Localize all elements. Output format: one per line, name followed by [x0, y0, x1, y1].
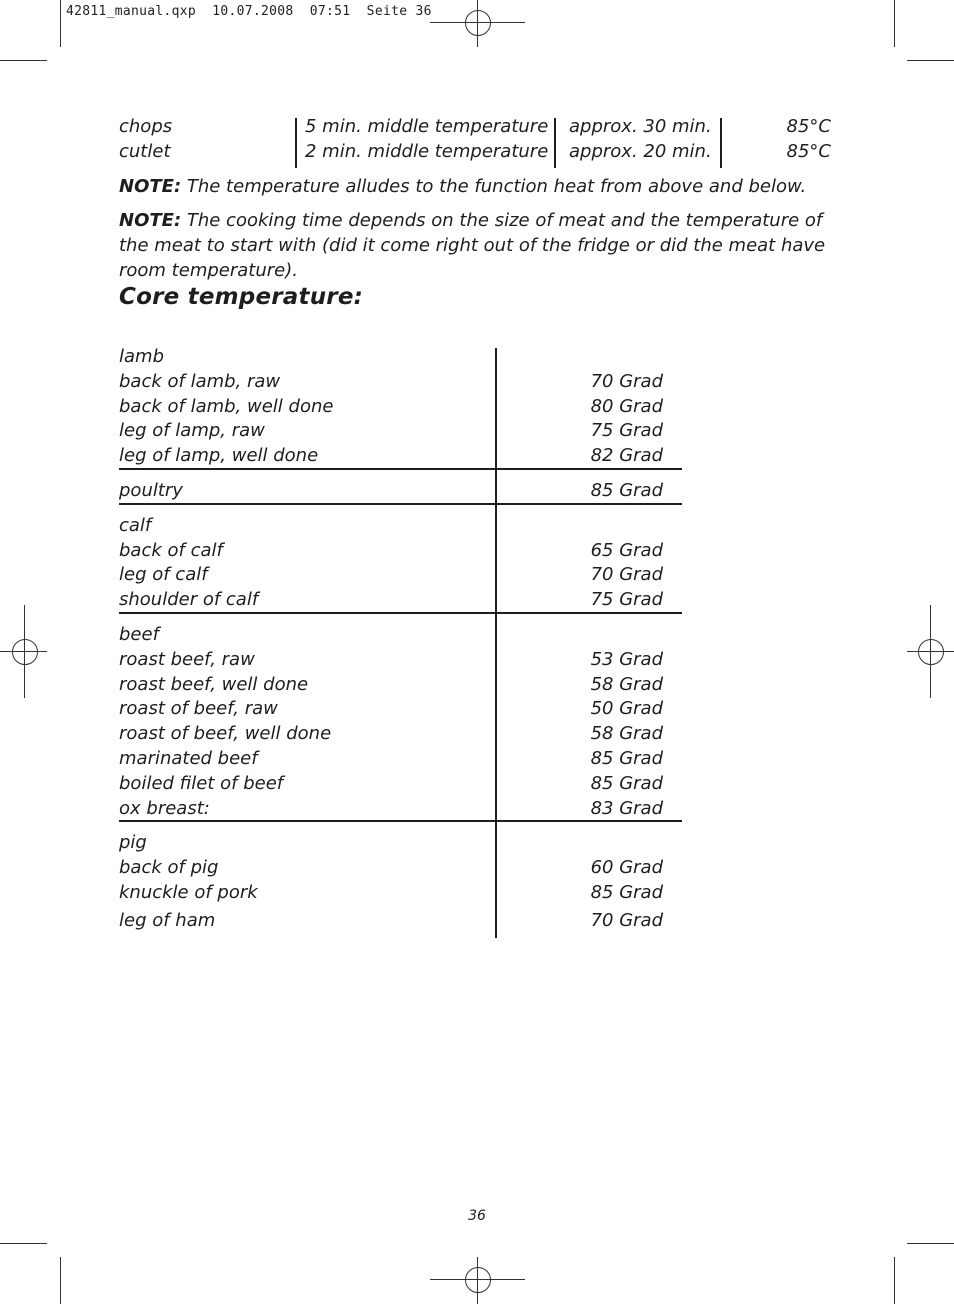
note-text: The cooking time depends on the size of meat and the temperature of the meat to start with (did it come right out of the fridge or did the meat have room temperature).: [119, 210, 826, 281]
registration-mark-icon: [918, 639, 944, 665]
table-row: poultry 85 Grad: [119, 479, 663, 501]
note-label: NOTE:: [119, 210, 182, 231]
table-row: back of pig 60 Grad: [119, 857, 663, 879]
registration-line: [477, 0, 478, 47]
group-divider: [119, 468, 682, 470]
table-row: leg of ham 70 Grad: [119, 909, 663, 931]
column-divider: [554, 118, 556, 168]
oven-temperature: 85°C: [786, 116, 831, 137]
table-row: back of calf 65 Grad: [119, 539, 663, 561]
group-title: calf: [119, 514, 152, 536]
crop-mark: [894, 1257, 895, 1304]
note-label: NOTE:: [119, 176, 182, 197]
group-lamb: [119, 344, 682, 468]
group-title: beef: [119, 623, 159, 645]
column-divider: [720, 118, 722, 168]
cooking-row-chops: [119, 114, 839, 139]
registration-mark-icon: [465, 10, 491, 36]
group-poultry: [119, 478, 682, 503]
table-row: back of lamb, well done 80 Grad: [119, 395, 663, 417]
group-divider: [119, 820, 682, 822]
cook-time: approx. 30 min.: [569, 116, 712, 137]
sear-instruction: 5 min. middle temperature: [305, 116, 549, 137]
note-text: The temperature alludes to the function heat from above and below.: [181, 176, 807, 197]
note-cooking-time: [119, 208, 839, 283]
group-title: pig: [119, 832, 147, 854]
sear-instruction: 2 min. middle temperature: [305, 141, 549, 162]
table-row: leg of lamp, well done 82 Grad: [119, 445, 663, 467]
table-row: roast of beef, well done 58 Grad: [119, 723, 663, 745]
crop-mark: [60, 1257, 61, 1304]
registration-line: [477, 1257, 478, 1304]
crop-mark: [907, 60, 954, 61]
crop-mark: [907, 1243, 954, 1244]
table-row: ox breast: 83 Grad: [119, 797, 663, 819]
registration-mark-icon: [465, 1267, 491, 1293]
table-row: leg of calf 70 Grad: [119, 564, 663, 586]
table-row: roast beef, raw 53 Grad: [119, 648, 663, 670]
table-row: roast beef, well done 58 Grad: [119, 673, 663, 695]
registration-line: [930, 605, 931, 698]
group-title: lamb: [119, 346, 164, 367]
group-pig: [119, 830, 682, 937]
cooking-row-cutlet: [119, 139, 839, 164]
group-calf: [119, 513, 682, 612]
crop-mark: [894, 0, 895, 47]
group-beef: [119, 622, 682, 820]
note-heat: [119, 174, 839, 199]
cut-name: cutlet: [119, 141, 171, 162]
core-temperature-table: [119, 344, 682, 938]
cut-name: chops: [119, 116, 173, 137]
table-row: knuckle of pork 85 Grad: [119, 881, 663, 903]
section-heading: Core temperature:: [119, 284, 364, 310]
group-divider: [119, 612, 682, 614]
table-row: boiled filet of beef 85 Grad: [119, 772, 663, 794]
table-row: roast of beef, raw 50 Grad: [119, 698, 663, 720]
table-row: back of lamb, raw 70 Grad: [119, 370, 663, 392]
registration-mark-icon: [12, 639, 38, 665]
column-divider: [295, 118, 297, 168]
crop-mark: [0, 1243, 47, 1244]
registration-line: [24, 605, 25, 698]
crop-mark: [60, 0, 61, 47]
crop-mark: [0, 60, 47, 61]
print-slug: 42811_manual.qxp 10.07.2008 07:51 Seite 36: [66, 4, 432, 19]
table-row: marinated beef 85 Grad: [119, 747, 663, 769]
table-row: shoulder of calf 75 Grad: [119, 589, 663, 611]
group-divider: [119, 503, 682, 505]
table-row: leg of lamp, raw 75 Grad: [119, 420, 663, 442]
page-number: 36: [468, 1208, 486, 1224]
cook-time: approx. 20 min.: [569, 141, 712, 162]
oven-temperature: 85°C: [786, 141, 831, 162]
